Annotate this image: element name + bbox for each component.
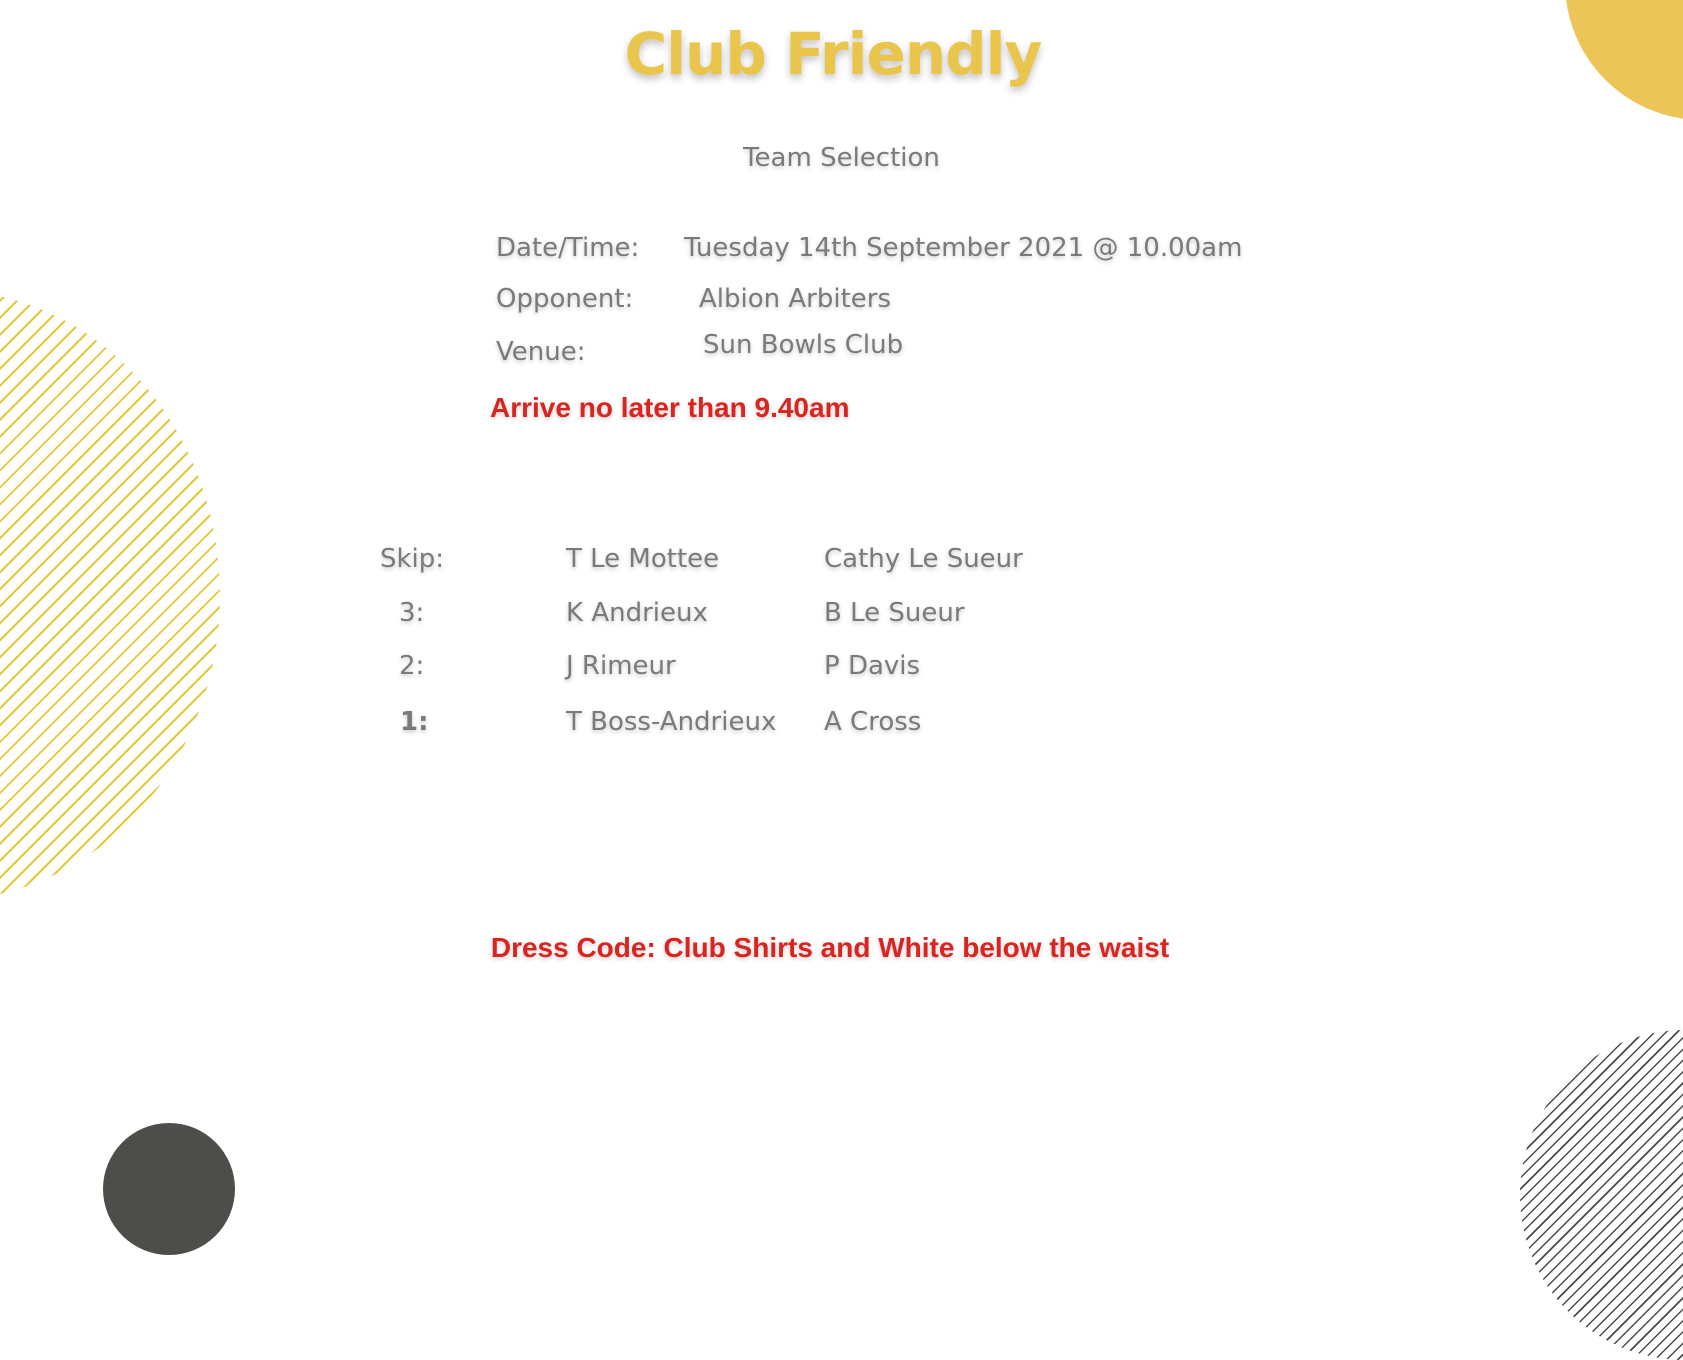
detail-value-date: Tuesday 14th September 2021 @ 10.00am [684, 233, 1243, 263]
position-label: Skip: [380, 544, 445, 574]
rink-b-player: P Davis [824, 651, 921, 681]
rink-a-player: J Rimeur [566, 651, 676, 681]
page-subtitle: Team Selection [743, 143, 940, 173]
rink-a-player: K Andrieux [566, 598, 708, 628]
rink-b-player: B Le Sueur [824, 598, 965, 628]
rink-b-player: A Cross [824, 707, 922, 737]
rink-a-player: T Boss-Andrieux [566, 707, 777, 737]
position-label: 2: [399, 651, 425, 681]
rink-a-player: T Le Mottee [566, 544, 720, 574]
rink-b-player: Cathy Le Sueur [824, 544, 1023, 574]
arrival-notice: Arrive no later than 9.40am [490, 392, 850, 423]
decorative-hatched-circle-right [1520, 1030, 1683, 1360]
detail-label-opponent: Opponent: [496, 284, 634, 314]
detail-label-venue: Venue: [496, 337, 586, 367]
detail-value-venue: Sun Bowls Club [703, 330, 904, 360]
page-title: Club Friendly [624, 20, 1042, 88]
position-label: 3: [399, 598, 425, 628]
position-label: 1: [400, 707, 429, 737]
detail-value-opponent: Albion Arbiters [699, 284, 892, 314]
decorative-dark-circle [103, 1123, 235, 1255]
detail-label-date: Date/Time: [496, 233, 640, 263]
decorative-hatched-circle-left [0, 290, 220, 900]
dress-code-notice: Dress Code: Club Shirts and White below the waist [490, 932, 1170, 963]
